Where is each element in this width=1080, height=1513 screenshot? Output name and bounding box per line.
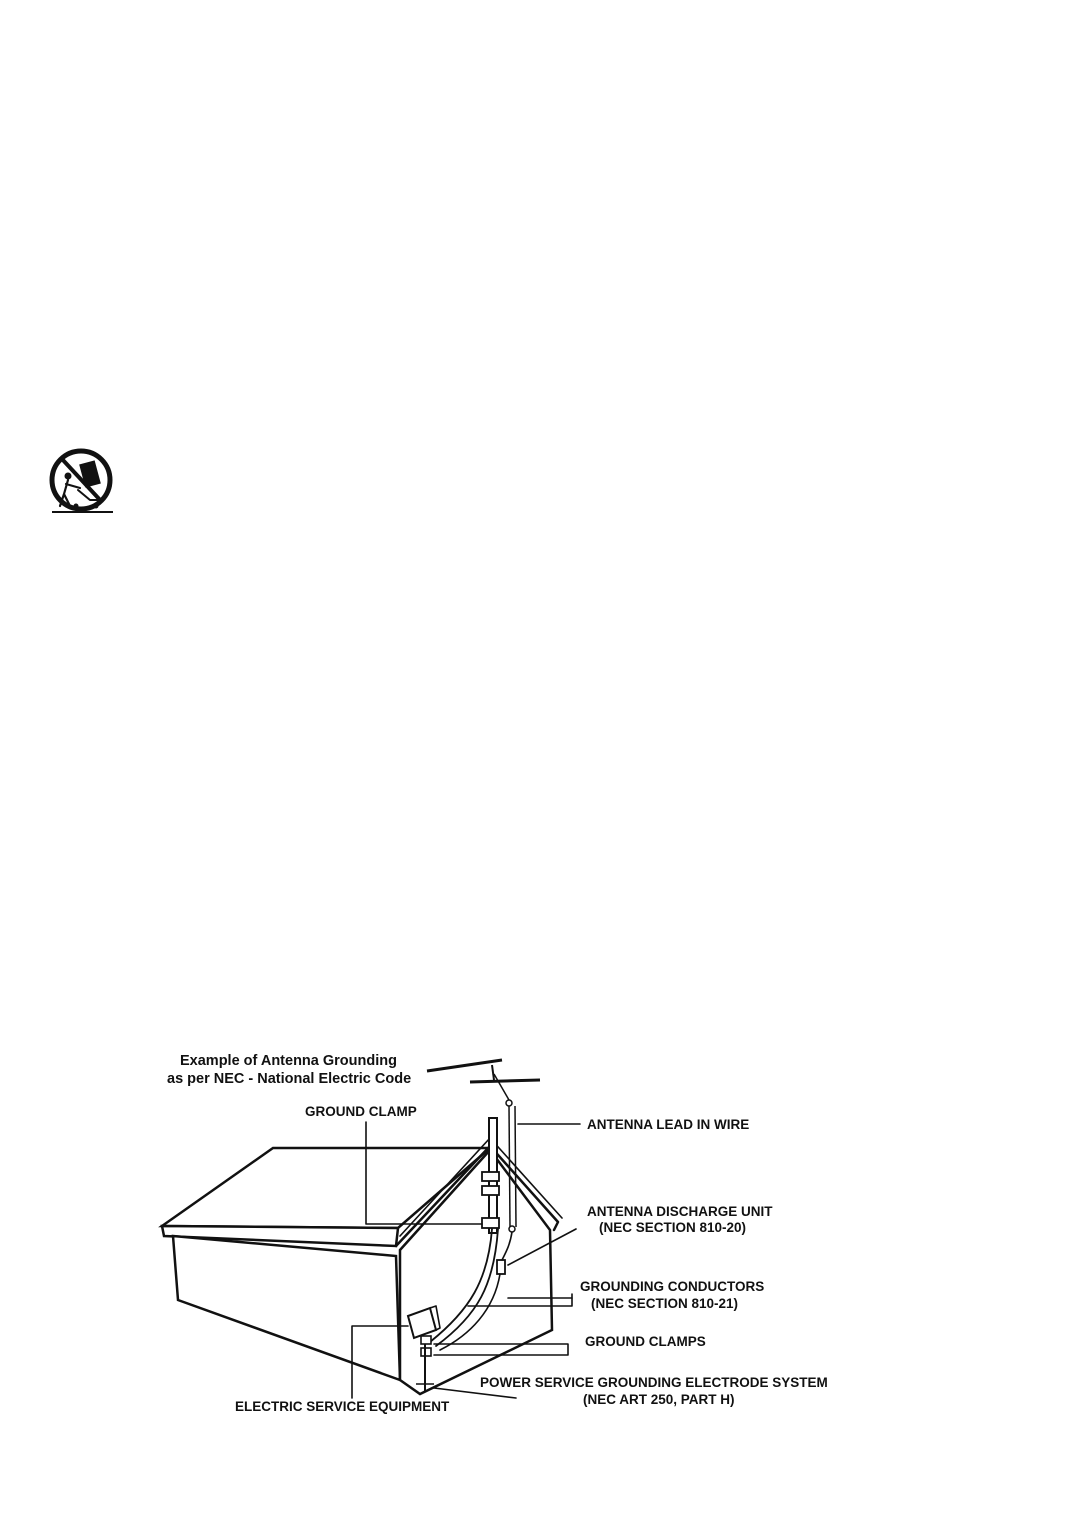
label-power-service-grounding: POWER SERVICE GROUNDING ELECTRODE SYSTEM (480, 1375, 828, 1390)
label-grounding-conductors-ref: (NEC SECTION 810-21) (591, 1296, 739, 1311)
label-ground-clamp: GROUND CLAMP (305, 1104, 417, 1119)
antenna-grounding-diagram (162, 1053, 828, 1414)
label-power-service-grounding-ref: (NEC ART 250, PART H) (583, 1392, 735, 1407)
label-antenna-discharge-unit: ANTENNA DISCHARGE UNIT (587, 1204, 773, 1219)
label-grounding-conductors: GROUNDING CONDUCTORS (580, 1279, 765, 1294)
label-ground-clamps: GROUND CLAMPS (585, 1334, 706, 1349)
diagram-caption-line1: Example of Antenna Grounding (180, 1053, 397, 1069)
diagram-caption-line2: as per NEC - National Electric Code (167, 1071, 412, 1087)
label-antenna-discharge-unit-ref: (NEC SECTION 810-20) (599, 1220, 747, 1235)
label-electric-service-equipment: ELECTRIC SERVICE EQUIPMENT (235, 1399, 450, 1414)
label-antenna-lead-in-wire: ANTENNA LEAD IN WIRE (587, 1117, 750, 1132)
cart-tip-over-warning-icon (52, 451, 113, 512)
